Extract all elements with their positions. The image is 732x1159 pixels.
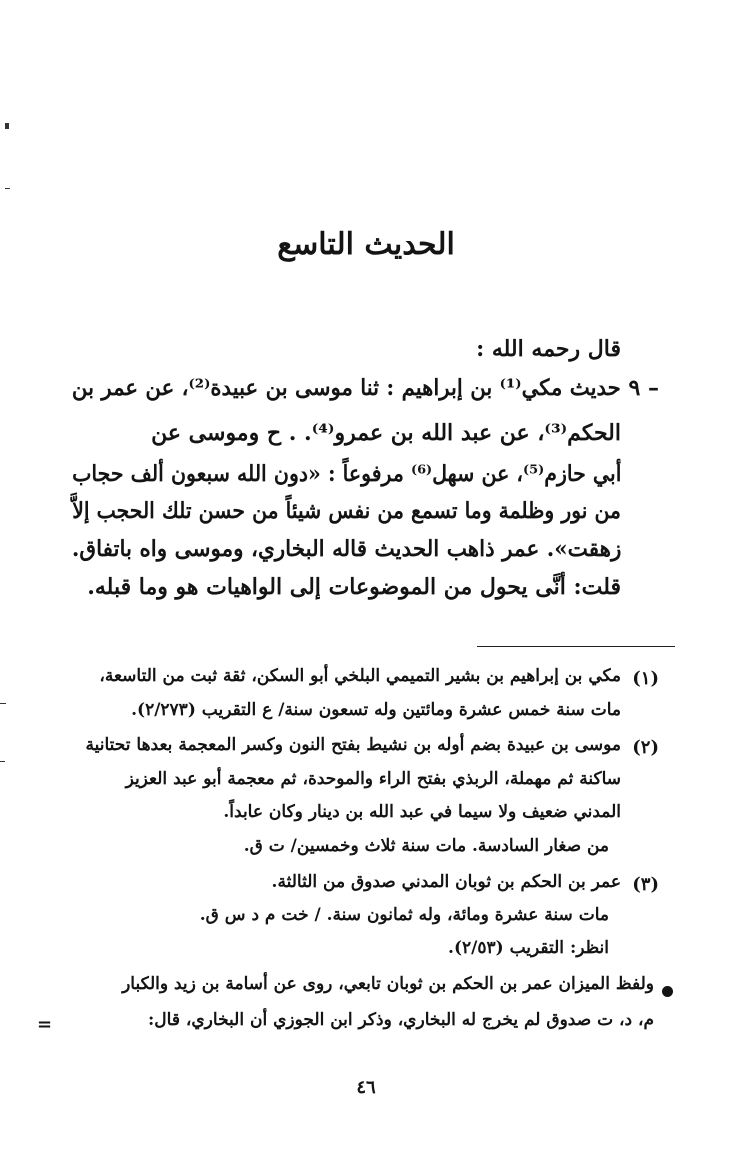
footnote-line: مات سنة خمس عشرة ومائتين وله تسعون سنة/ ع التقريب (٢/٢٧٣). bbox=[131, 700, 621, 720]
footnote-marker: (١) bbox=[632, 668, 659, 689]
footnote-line: المدني ضعيف ولا سيما في عبد الله بن دينار وكان عابداً. bbox=[223, 802, 621, 822]
footnote-marker: (٢) bbox=[632, 737, 659, 758]
hadith-line: أبي حازم⁽⁵⁾، عن سهل⁽⁶⁾ مرفوعاً : «دون الله سبعون ألف حجاب bbox=[71, 461, 621, 487]
footnote-divider bbox=[477, 646, 675, 647]
hadith-number: ٩ – bbox=[628, 375, 659, 401]
scan-mark bbox=[0, 703, 6, 704]
footnote-line: من صغار السادسة. مات سنة ثلاث وخمسين/ ت ق. bbox=[243, 836, 609, 856]
hadith-line: من نور وظلمة وما تسمع من نفس شيئاً من حسن تلك الحجب إلاَّ bbox=[72, 498, 621, 524]
scan-mark bbox=[0, 761, 5, 762]
footnote-line: انظر: التقريب (٢/٥٣). bbox=[448, 938, 609, 958]
page-number: ٤٦ bbox=[356, 1077, 376, 1098]
footnote-line: عمر بن الحكم بن ثوبان المدني صدوق من الثالثة. bbox=[271, 872, 621, 892]
hadith-line: زهقت». عمر ذاهب الحديث قاله البخاري، وموسى واه باتفاق. bbox=[71, 536, 621, 562]
footnote-line: مات سنة عشرة ومائة، وله ثمانون سنة. / خت م د س ق. bbox=[199, 905, 609, 925]
intro-text: قال رحمه الله : bbox=[476, 336, 621, 362]
scan-mark bbox=[5, 123, 9, 129]
hadith-line: قلت: أنَّى يحول من الموضوعات إلى الواهيات هو وما قبله. bbox=[87, 574, 621, 600]
footnote-line: ساكنة ثم مهملة، الربذي بفتح الراء والموحدة، ثم معجمة أبو عبد العزيز bbox=[125, 769, 621, 789]
footnote-marker: (٣) bbox=[632, 874, 659, 895]
footnote-line: مكي بن إبراهيم بن بشير التميمي البلخي أبو السكن، ثقة ثبت من التاسعة، bbox=[99, 666, 621, 686]
footnote-line: ولفظ الميزان عمر بن الحكم بن ثوبان تابعي، روى عن أسامة بن زيد والكبار bbox=[122, 974, 654, 994]
hadith-line: الحكم⁽³⁾، عن عبد الله بن عمرو⁽⁴⁾. . ح وموسى عن bbox=[151, 420, 621, 446]
chapter-title: الحديث التاسع bbox=[277, 227, 455, 262]
hadith-line: حديث مكي⁽¹⁾ بن إبراهيم : ثنا موسى بن عبيدة⁽²⁾، عن عمر بن bbox=[72, 375, 621, 401]
footnote-line: موسى بن عبيدة بضم أوله بن نشيط بفتح النون وكسر المعجمة بعدها تحتانية bbox=[85, 735, 621, 755]
bullet-icon bbox=[662, 986, 673, 997]
footnote-line: م، د، ت صدوق لم يخرج له البخاري، وذكر ابن الجوزي أن البخاري، قال: bbox=[148, 1010, 654, 1030]
continuation-mark: = bbox=[37, 1014, 53, 1035]
scan-mark bbox=[5, 188, 10, 189]
